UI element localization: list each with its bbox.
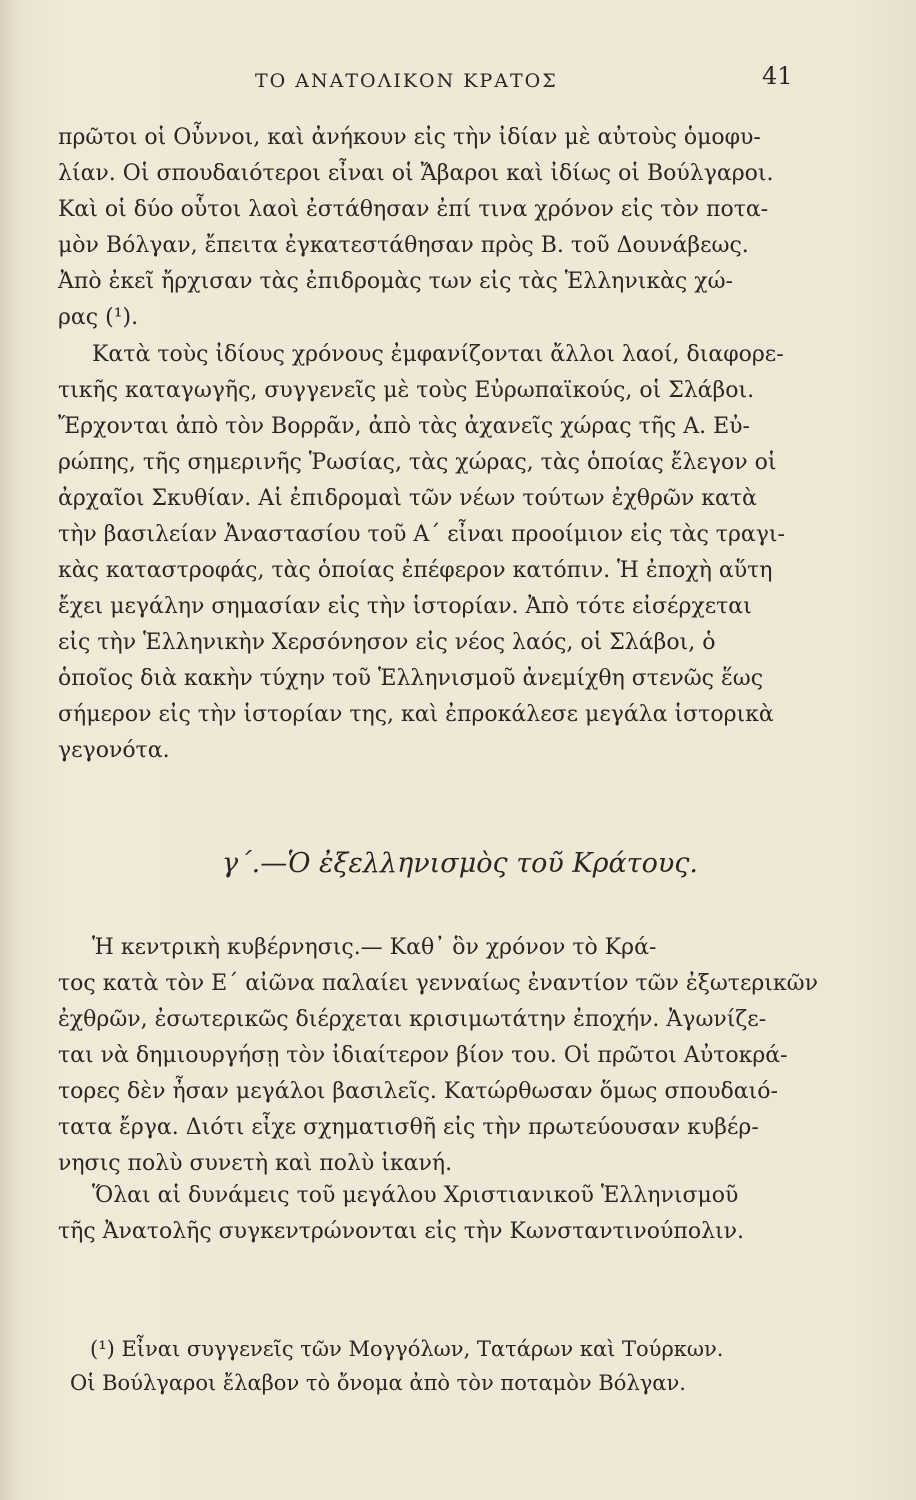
text-line: Κατὰ τοὺς ἰδίους χρόνους ἐμφανίζονται ἄλλοι λαοί, διαφορε- [92, 342, 784, 367]
text-line: τορες δὲν ἦσαν μεγάλοι βασιλεῖς. Κατώρθωσαν ὅμως σπουδαιό- [58, 1079, 778, 1104]
footnote-line: (¹) Εἶναι συγγενεῖς τῶν Μογγόλων, Τατάρων καὶ Τούρκων. [90, 1337, 724, 1361]
text-line: σήμερον εἰς τὴν ἱστορίαν της, καὶ ἐπροκάλεσε μεγάλα ἱστορικὰ [58, 702, 774, 727]
text-line: ὁποῖος διὰ κακὴν τύχην τοῦ Ἑλληνισμοῦ ἀνεμίχθη στενῶς ἕως [58, 666, 764, 691]
text-line: εἰς τὴν Ἑλληνικὴν Χερσόνησον εἰς νέος λαός, οἱ Σλάβοι, ὁ [58, 630, 716, 655]
paragraph-huns-avars-bulgars [58, 120, 830, 336]
text-line: νησις πολὺ συνετὴ καὶ πολὺ ἱκανή. [58, 1151, 453, 1176]
paragraph-central-government [58, 930, 830, 1182]
paragraph-slavs [58, 337, 830, 769]
running-title: ΤΟ ΑΝΑΤΟΛΙΚΟΝ ΚΡΑΤΟΣ [255, 70, 558, 92]
text-line: τῆς Ἀνατολῆς συγκεντρώνονται εἰς τὴν Κωνσταντινούπολιν. [58, 1219, 745, 1244]
page-header [0, 62, 916, 102]
paragraph-hellenism [58, 1178, 830, 1250]
text-line: γεγονότα. [58, 738, 170, 763]
footnote [70, 1332, 830, 1400]
text-line: Ὅλαι αἱ δυνάμεις τοῦ μεγάλου Χριστιανικοῦ Ἑλληνισμοῦ [92, 1183, 739, 1208]
text-line: Καὶ οἱ δύο οὗτοι λαοὶ ἐστάθησαν ἐπί τινα χρόνον εἰς τὸν ποτα- [58, 197, 769, 222]
section-heading: γ΄.—Ὁ ἐξελληνισμὸς τοῦ Κράτους. [222, 848, 698, 879]
text-line: Ἀπὸ ἐκεῖ ἤρχισαν τὰς ἐπιδρομὰς των εἰς τὰς Ἑλληνικὰς χώ- [58, 269, 733, 294]
footnote-line: Οἱ Βούλγαροι ἔλαβον τὸ ὄνομα ἀπὸ τὸν ποταμὸν Βόλγαν. [70, 1371, 686, 1395]
text-line: ρώπης, τῆς σημερινῆς Ῥωσίας, τὰς χώρας, τὰς ὁποίας ἔλεγον οἱ [58, 450, 777, 475]
page-number: 41 [762, 62, 793, 90]
text-line: μὸν Βόλγαν, ἔπειτα ἐγκατεστάθησαν πρὸς Β. τοῦ Δουνάβεως. [58, 233, 749, 258]
text-line: τατα ἔργα. Διότι εἶχε σχηματισθῆ εἰς τὴν πρωτεύουσαν κυβέρ- [58, 1115, 759, 1140]
text-line: ἐχθρῶν, ἐσωτερικῶς διέρχεται κρισιμωτάτην ἐποχήν. Ἀγωνίζε- [58, 1007, 767, 1032]
text-line: τὴν βασιλείαν Ἀναστασίου τοῦ Α΄ εἶναι προοίμιον εἰς τὰς τραγι- [58, 522, 785, 547]
text-line: Ἡ κεντρικὴ κυβέρνησις.— Καθ᾽ ὃν χρόνον τὸ Κρά- [92, 935, 657, 960]
text-line: Ἔρχονται ἀπὸ τὸν Βορρᾶν, ἀπὸ τὰς ἀχανεῖς χώρας τῆς Α. Εὐ- [58, 414, 750, 439]
text-line: τος κατὰ τὸν Ε΄ αἰῶνα παλαίει γενναίως ἐναντίον τῶν ἐξωτερικῶν [58, 971, 818, 996]
text-line: κὰς καταστροφάς, τὰς ὁποίας ἐπέφερον κατόπιν. Ἡ ἐποχὴ αὕτη [58, 558, 773, 583]
text-line: ἀρχαῖοι Σκυθίαν. Αἱ ἐπιδρομαὶ τῶν νέων τούτων ἐχθρῶν κατὰ [58, 486, 757, 511]
text-line: λίαν. Οἱ σπουδαιότεροι εἶναι οἱ Ἄβαροι καὶ ἰδίως οἱ Βούλγαροι. [58, 161, 774, 186]
text-line: πρῶτοι οἱ Οὖννοι, καὶ ἀνήκουν εἰς τὴν ἰδίαν μὲ αὐτοὺς ὁμοφυ- [58, 125, 761, 150]
text-line: τικῆς καταγωγῆς, συγγενεῖς μὲ τοὺς Εὐρωπαϊκούς, οἱ Σλάβοι. [58, 378, 755, 403]
text-line: ρας (¹). [58, 305, 139, 330]
text-line: ται νὰ δημιουργήσῃ τὸν ἰδιαίτερον βίον του. Οἱ πρῶτοι Αὐτοκρά- [58, 1043, 788, 1068]
text-line: ἔχει μεγάλην σημασίαν εἰς τὴν ἱστορίαν. Ἀπὸ τότε εἰσέρχεται [58, 594, 752, 619]
